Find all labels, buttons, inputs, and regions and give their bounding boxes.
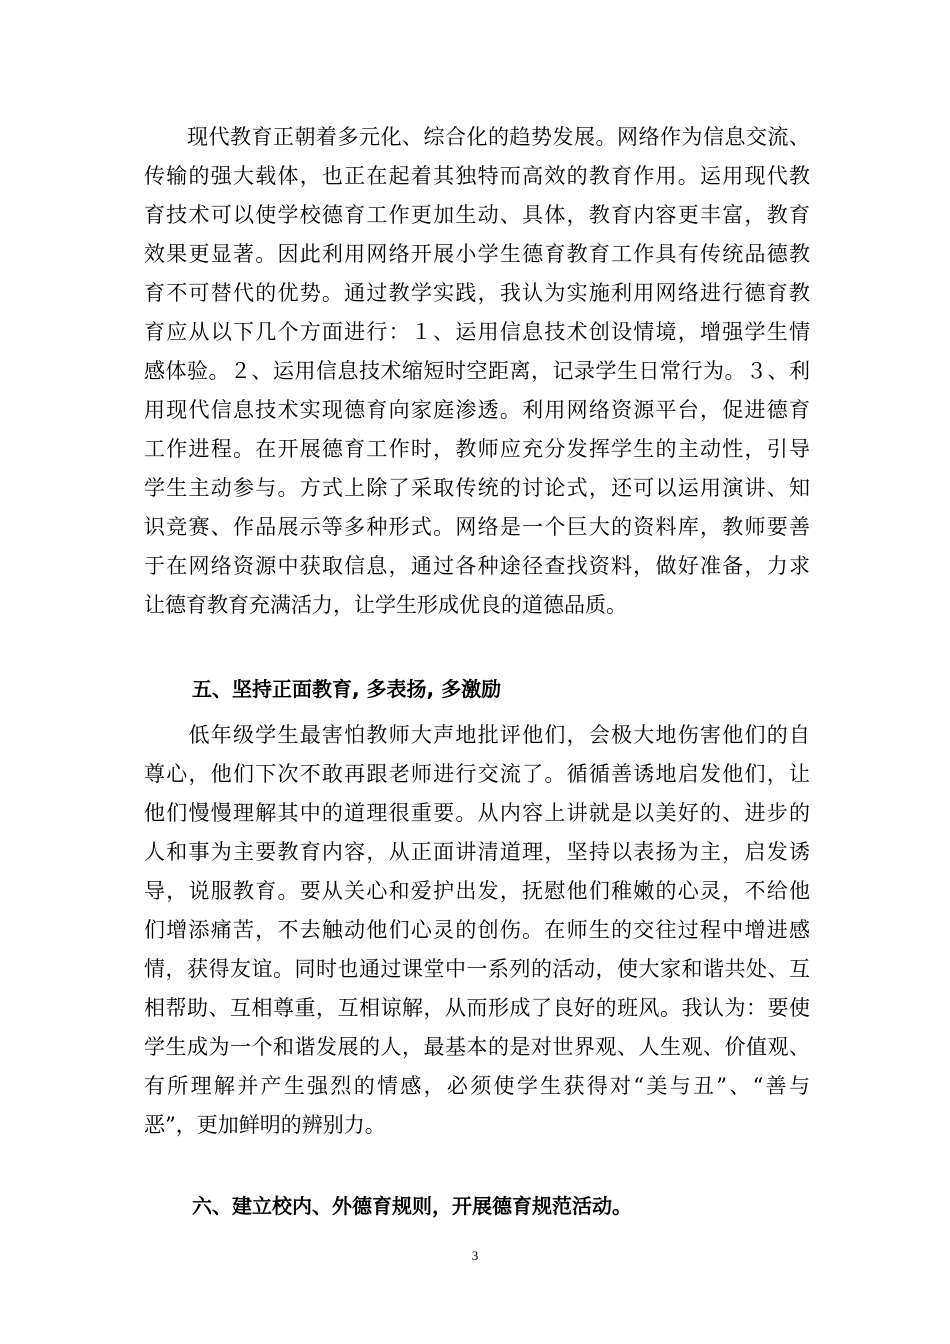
paragraph-line: 学生主动参与。方式上除了采取传统的讨论式，还可以运用演讲、知 [144,476,810,500]
body-paragraph [144,716,810,1145]
paragraph-line: 尊心，他们下次不敢再跟老师进行交流了。循循善诱地启发他们，让 [144,762,810,786]
paragraph-line: 相帮助、互相尊重，互相谅解，从而形成了良好的班风。我认为：要使 [144,996,810,1020]
paragraph-line: 于在网络资源中获取信息，通过各种途径查找资料，做好准备，力求 [144,554,810,578]
paragraph-line: 育技术可以使学校德育工作更加生动、具体，教育内容更丰富，教育 [144,203,810,227]
paragraph-line: 效果更显著。因此利用网络开展小学生德育教育工作具有传统品德教 [144,242,810,266]
paragraph-line: 低年级学生最害怕教师大声地批评他们，会极大地伤害他们的自 [144,723,810,747]
paragraph-line: 育应从以下几个方面进行：１、运用信息技术创设情境，增强学生情 [144,320,810,344]
paragraph-line: 人和事为主要教育内容，从正面讲清道理，坚持以表扬为主，启发诱 [144,840,810,864]
body-paragraph [144,118,810,625]
section-heading-5: 五、坚持正面教育, 多表扬, 多激励 [192,677,502,701]
paragraph-line: 有所理解并产生强烈的情感，必须使学生获得对“美与丑”、“善与 [144,1074,810,1098]
paragraph-line: 育不可替代的优势。通过教学实践，我认为实施利用网络进行德育教 [144,281,810,305]
paragraph-line: 情，获得友谊。同时也通过课堂中一系列的活动，使大家和谐共处、互 [144,957,810,981]
paragraph-line: 工作进程。在开展德育工作时，教师应充分发挥学生的主动性，引导 [144,437,810,461]
paragraph-line: 识竞赛、作品展示等多种形式。网络是一个巨大的资料库，教师要善 [144,515,810,539]
paragraph-line: 学生成为一个和谐发展的人，最基本的是对世界观、人生观、价值观、 [144,1035,810,1059]
paragraph-line: 现代教育正朝着多元化、综合化的趋势发展。网络作为信息交流、 [144,125,810,149]
page-number: 3 [471,1248,479,1263]
paragraph-line: 用现代信息技术实现德育向家庭渗透。利用网络资源平台，促进德育 [144,398,810,422]
paragraph-line: 传输的强大载体，也正在起着其独特而高效的教育作用。运用现代教 [144,164,810,188]
section-heading-6: 六、建立校内、外德育规则，开展德育规范活动。 [192,1194,632,1218]
paragraph-line: 让德育教育充满活力，让学生形成优良的道德品质。 [144,593,627,617]
paragraph-line: 感体验。２、运用信息技术缩短时空距离，记录学生日常行为。３、利 [144,359,810,383]
paragraph-line: 们增添痛苦，不去触动他们心灵的创伤。在师生的交往过程中增进感 [144,918,810,942]
paragraph-line: 他们慢慢理解其中的道理很重要。从内容上讲就是以美好的、进步的 [144,801,810,825]
paragraph-line: 导，说服教育。要从关心和爱护出发，抚慰他们稚嫩的心灵，不给他 [144,879,810,903]
paragraph-line: 恶”，更加鲜明的辨别力。 [144,1113,386,1137]
